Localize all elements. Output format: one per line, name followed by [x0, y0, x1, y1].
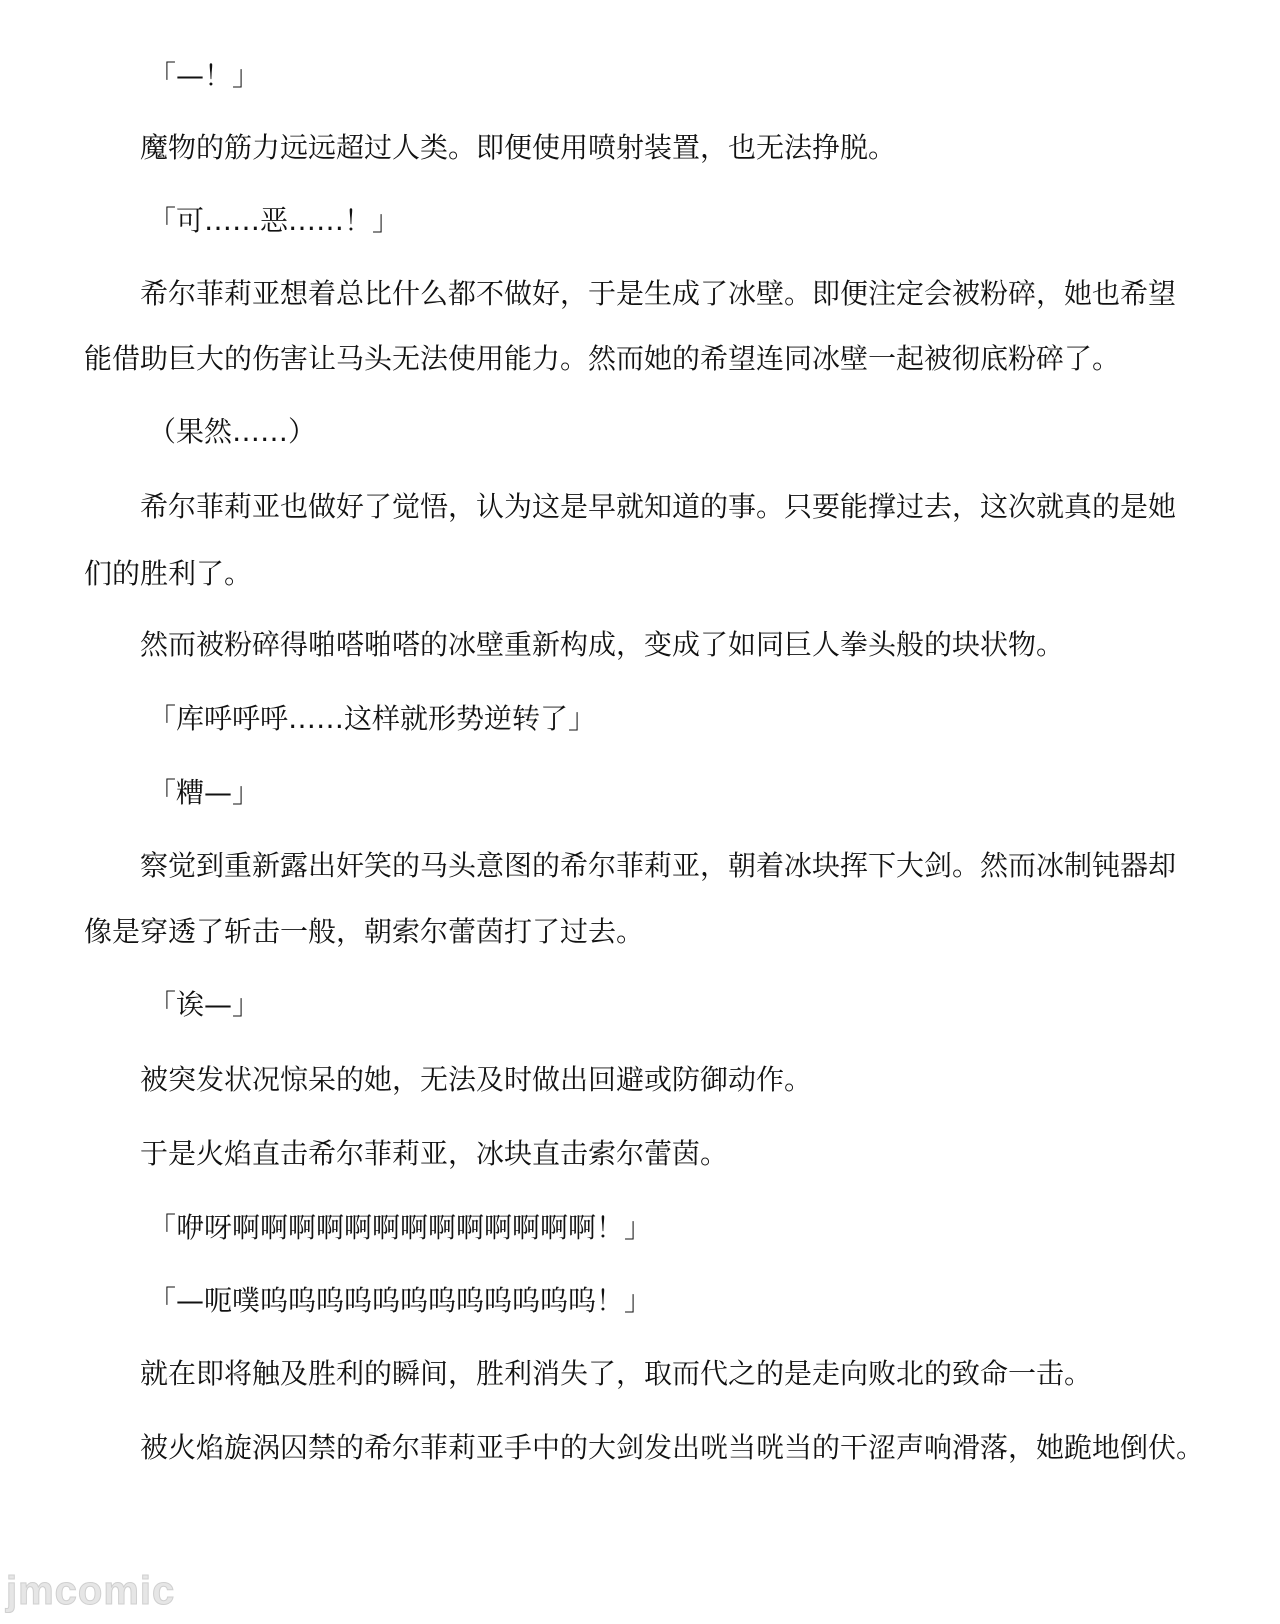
paragraph-line: 希尔菲莉亚也做好了觉悟，认为这是早就知道的事。只要能撑过去，这次就真的是她	[140, 490, 1177, 523]
paragraph-line: 然而被粉碎得啪嗒啪嗒的冰壁重新构成，变成了如同巨人拳头般的块状物。	[140, 628, 1065, 661]
paragraph-line: 被火焰旋涡囚禁的希尔菲莉亚手中的大剑发出咣当咣当的干涩声响滑落，她跪地倒伏。	[140, 1431, 1205, 1464]
dialogue-line: 「—呃噗呜呜呜呜呜呜呜呜呜呜呜呜！」	[148, 1284, 653, 1317]
dialogue-line: 「可……恶……！」	[148, 204, 401, 237]
dialogue-line: 「糟—」	[148, 776, 261, 809]
dialogue-line: 「库呼呼呼……这样就形势逆转了」	[148, 702, 597, 735]
paragraph-line: 魔物的筋力远远超过人类。即便使用喷射装置，也无法挣脱。	[140, 131, 897, 164]
paragraph-line: 被突发状况惊呆的她，无法及时做出回避或防御动作。	[140, 1063, 813, 1096]
dialogue-line: 「诶—」	[148, 988, 261, 1021]
paragraph-line: 察觉到重新露出奸笑的马头意图的希尔菲莉亚，朝着冰块挥下大剑。然而冰制钝器却	[140, 849, 1177, 882]
thought-line: （果然……）	[148, 415, 317, 448]
paragraph-line: 于是火焰直击希尔菲莉亚，冰块直击索尔蕾茵。	[140, 1137, 729, 1170]
paragraph-line: 像是穿透了斩击一般，朝索尔蕾茵打了过去。	[84, 915, 645, 948]
dialogue-line: 「咿呀啊啊啊啊啊啊啊啊啊啊啊啊啊！」	[148, 1211, 653, 1244]
paragraph-line: 就在即将触及胜利的瞬间，胜利消失了，取而代之的是走向败北的致命一击。	[140, 1357, 1093, 1390]
paragraph-line: 能借助巨大的伤害让马头无法使用能力。然而她的希望连同冰壁一起被彻底粉碎了。	[84, 342, 1121, 375]
watermark-logo: jmcomic	[6, 1569, 176, 1613]
paragraph-line: 希尔菲莉亚想着总比什么都不做好，于是生成了冰壁。即便注定会被粉碎，她也希望	[140, 277, 1177, 310]
dialogue-line: 「—！」	[148, 59, 261, 92]
paragraph-line: 们的胜利了。	[84, 557, 253, 590]
